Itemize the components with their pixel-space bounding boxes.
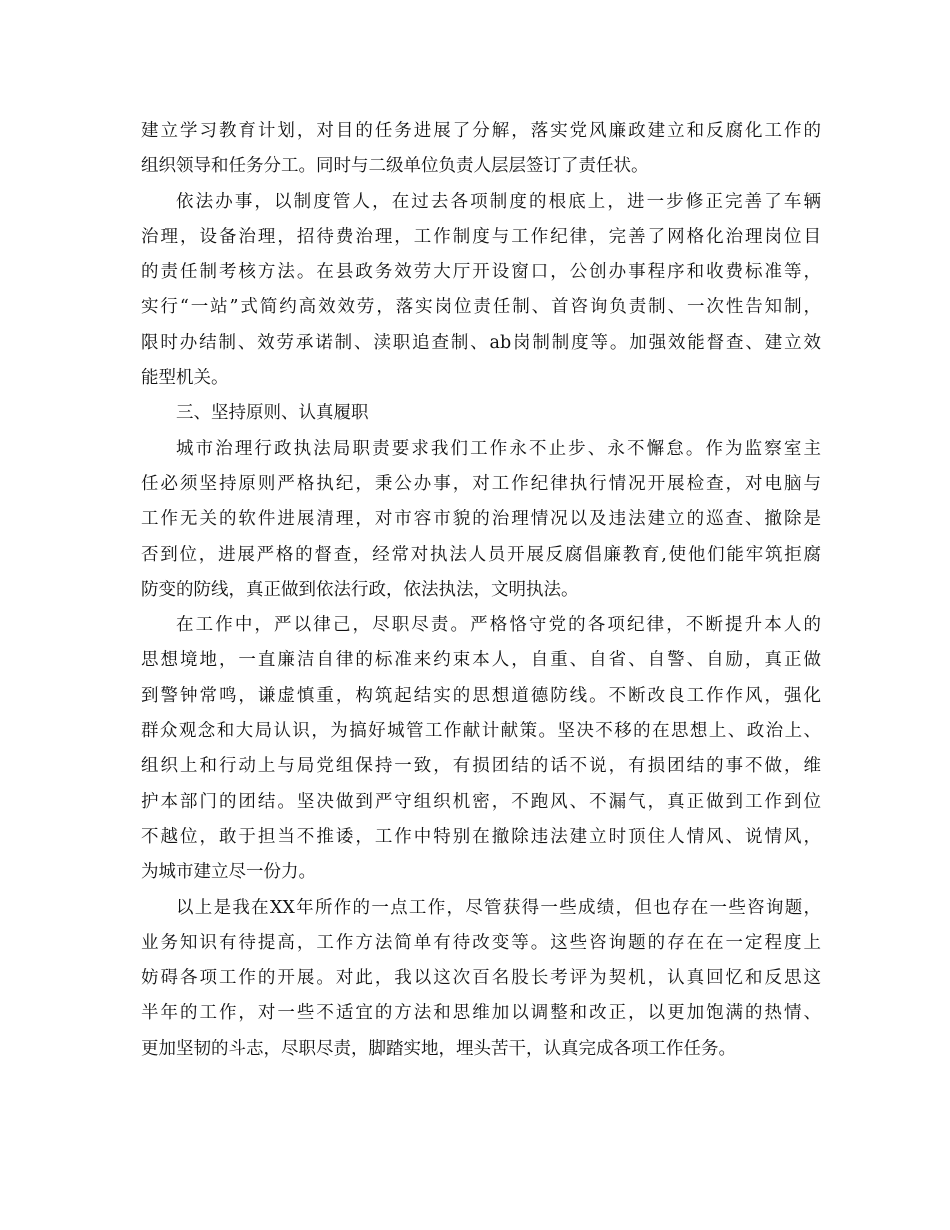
text-line: 到警钟常鸣，谦虚慎重，构筑起结实的思想道德防线。不断改良工作作风，强化 xyxy=(141,685,821,706)
text-line: 限时办结制、效劳承诺制、渎职追查制、ab岗制制度等。加强效能督查、建立效 xyxy=(141,332,821,353)
text-line: 三、坚持原则、认真履职 xyxy=(176,403,369,424)
text-line: 任必须坚持原则严格执纪，秉公办事，对工作纪律执行情况开展检查，对电脑与 xyxy=(141,473,821,494)
text-line: 为城市建立尽一份力。 xyxy=(141,862,316,883)
text-line: 城市治理行政执法局职责要求我们工作永不止步、永不懈怠。作为监察室主 xyxy=(176,438,821,459)
text-line: 群众观念和大局认识，为搞好城管工作献计献策。坚决不移的在思想上、政治上、 xyxy=(141,721,821,742)
text-line: 以上是我在XX年所作的一点工作，尽管获得一些成绩，但也存在一些咨询题， xyxy=(176,897,821,918)
paragraph-p5 xyxy=(141,608,821,890)
text-line: 更加坚韧的斗志，尽职尽责，脚踏实地，埋头苦干，认真完成各项工作任务。 xyxy=(141,1038,736,1059)
text-line: 在工作中，严以律己，尽职尽责。严格恪守党的各项纪律，不断提升本人的 xyxy=(176,615,821,636)
text-line: 护本部门的团结。坚决做到严守组织机密，不跑风、不漏气，真正做到工作到位 xyxy=(141,791,821,812)
text-line: 妨碍各项工作的开展。对此，我以这次百名股长考评为契机，认真回忆和反思这 xyxy=(141,968,821,989)
text-line: 思想境地，一直廉洁自律的标准来约束本人，自重、自省、自警、自励，真正做 xyxy=(141,650,821,671)
paragraph-p3 xyxy=(141,396,821,431)
text-line: 建立学习教育计划，对目的任务进展了分解，落实党风廉政建立和反腐化工作的 xyxy=(141,121,821,141)
text-line: 否到位，进展严格的督查，经常对执法人员开展反腐倡廉教育,使他们能牢筑拒腐 xyxy=(141,544,821,565)
paragraph-p6 xyxy=(141,891,821,1067)
text-line: 组织上和行动上与局党组保持一致，有损团结的话不说，有损团结的事不做，维 xyxy=(141,756,821,777)
text-line: 能型机关。 xyxy=(141,368,229,389)
text-line: 的责任制考核方法。在县政务效劳大厅开设窗口，公创办事程序和收费标准等， xyxy=(141,262,821,283)
text-line: 防变的防线，真正做到依法行政，依法执法，文明执法。 xyxy=(141,579,579,600)
paragraph-p2 xyxy=(141,185,821,397)
text-line: 业务知识有待提高，工作方法简单有待改变等。这些咨询题的存在在一定程度上 xyxy=(141,932,821,953)
text-line: 依法办事，以制度管人，在过去各项制度的根底上，进一步修正完善了车辆 xyxy=(176,191,821,212)
text-line: 治理，设备治理，招待费治理，工作制度与工作纪律，完善了网格化治理岗位目 xyxy=(141,226,821,247)
paragraph-p1 xyxy=(141,114,821,185)
text-line: 半年的工作，对一些不适宜的方法和思维加以调整和改正，以更加饱满的热情、 xyxy=(141,1003,821,1024)
paragraph-p4 xyxy=(141,432,821,608)
text-line: 实行“一站”式简约高效效劳，落实岗位责任制、首咨询负责制、一次性告知制， xyxy=(141,297,821,318)
text-line: 不越位，敢于担当不推诿，工作中特别在撤除违法建立时顶住人情风、说情风， xyxy=(141,826,821,847)
document-body xyxy=(141,114,821,1067)
text-line: 工作无关的软件进展清理，对市容市貌的治理情况以及违法建立的巡查、撤除是 xyxy=(141,509,821,530)
text-line: 组织领导和任务分工。同时与二级单位负责人层层签订了责任状。 xyxy=(141,156,649,177)
